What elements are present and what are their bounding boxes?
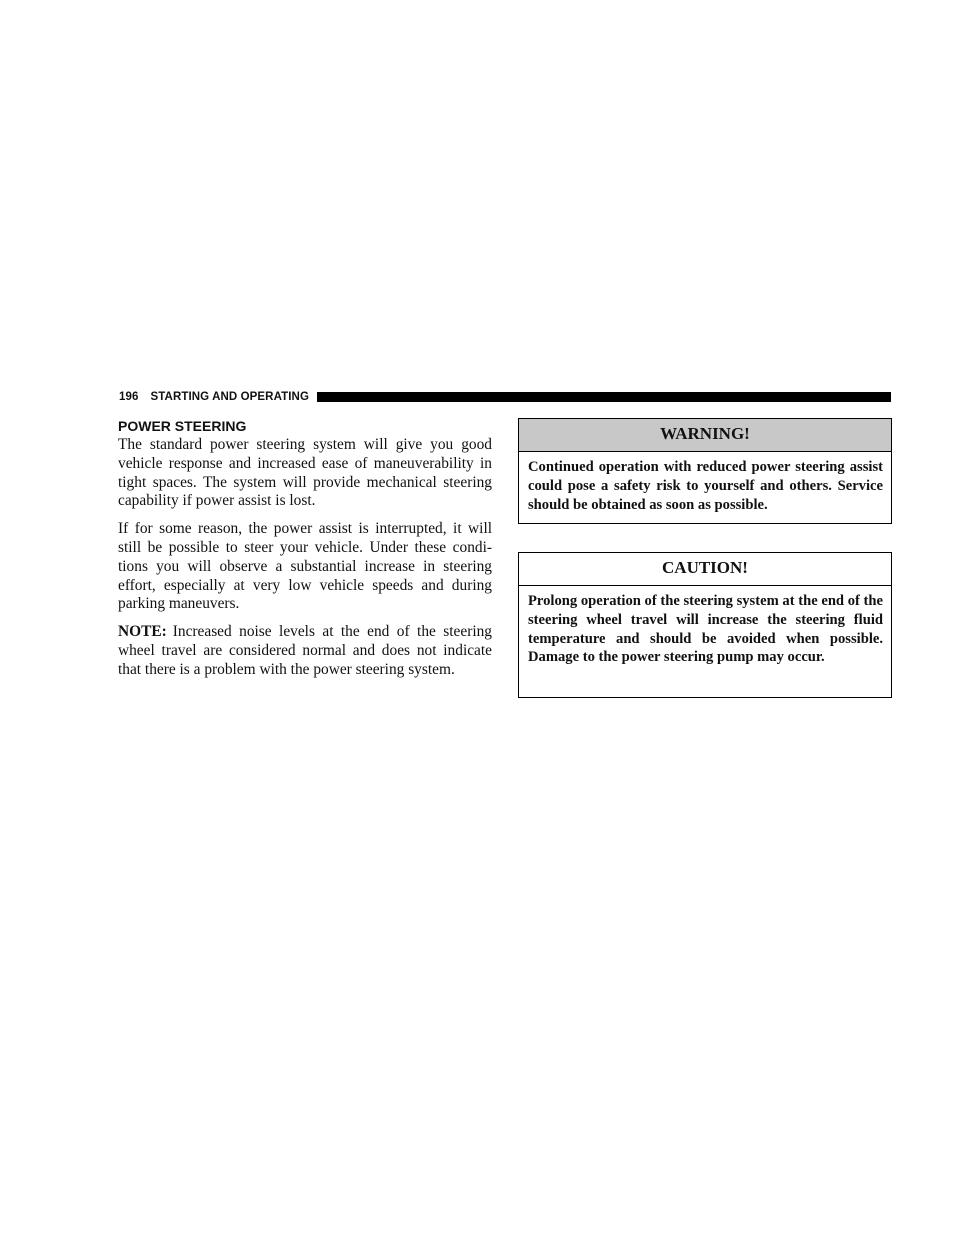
note-label: NOTE: [118, 623, 167, 641]
note-paragraph [118, 623, 492, 679]
main-text-column [118, 417, 492, 689]
caution-text: Prolong operation of the steering system at the end of the steering wheel travel will increase the steering fluid temperature and should be avoided when possible. Damage to the power steering pump may occur. [528, 593, 883, 666]
section-heading: POWER STEERING [118, 418, 247, 434]
warning-title: WARNING! [519, 419, 891, 452]
page-header [119, 389, 891, 405]
caution-title: CAUTION! [519, 553, 891, 586]
warning-box [518, 418, 892, 524]
paragraph-1: The standard power steering system will give you good vehicle response and increased ease of maneuverability in tight spaces. The system will provide mechanical steering capability if power assist is lost. [118, 436, 492, 510]
section-title: STARTING AND OPERATING [150, 391, 310, 403]
warning-text: Continued operation with reduced power steering assist could pose a safety risk to yourself and others. Service should be obtained as soon as possible. [528, 459, 883, 513]
header-rule [317, 392, 891, 402]
page-number: 196 [119, 391, 139, 403]
paragraph-2: If for some reason, the power assist is interrupted, it will still be possible to steer your vehicle. Under these condi-tions you will observe a substantial increase in steering effort, especially at very low vehicle speeds and during parking maneuvers. [118, 520, 492, 613]
note-text: Increased noise levels at the end of the steering wheel travel are considered normal and does not indicate that there is a problem with the power steering system. [118, 623, 492, 678]
caution-box [518, 552, 892, 698]
